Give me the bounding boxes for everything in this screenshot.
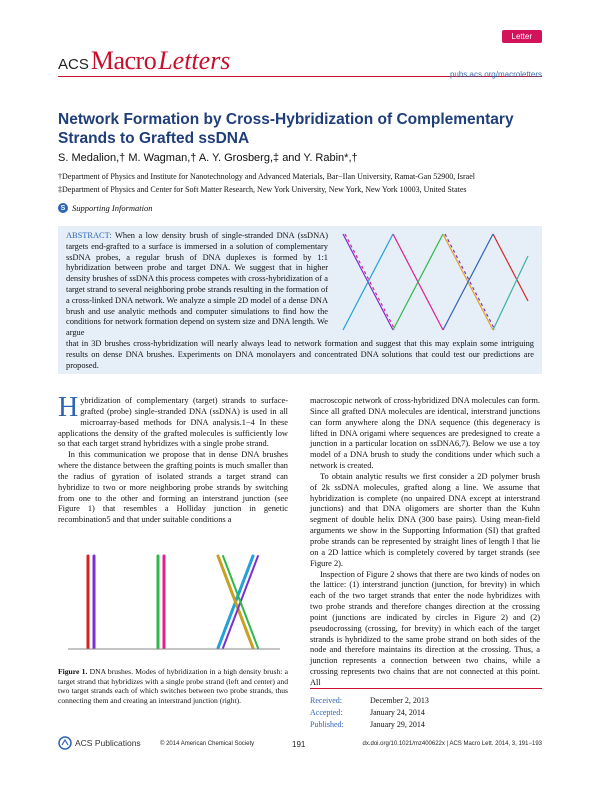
date-label: Received:	[310, 696, 342, 705]
date-row	[310, 695, 429, 707]
acs-publications-icon	[58, 736, 72, 750]
abstract-text-bottom: that in 3D brushes cross-hybridization will nearly always lead to network formation and suggest that this may explain some intriguing results on dense DNA brushes. Experiments on DNA monolayers and concentrated DNA solutions that could test our predictions are proposed.	[66, 339, 534, 370]
publication-dates	[310, 695, 429, 731]
abstract-body-top: When a low density brush of single-stranded DNA (ssDNA) targets end-grafted to a surface is immersed in a solution of complementary ssDNA probes, a regular brush of DNA duplexes is formed by 1:1 hybridization between probe and target DNA. We suggest that in higher density brushes of ssDNA this process competes with cross-hybridization of a target strand to several neighboring probe strands resulting in the formation of a cross-linked DNA network. We analyze a simple 2D model of a dense DNA brush and use analytic methods and computer simulations to find how the conditions for network formation depend on system size and DNA length. We argue	[66, 231, 328, 338]
supporting-info-icon: S	[58, 203, 68, 213]
graphic-strand	[445, 234, 495, 330]
article-type-badge: Letter	[502, 30, 542, 43]
copyright: © 2014 American Chemical Society	[160, 741, 255, 747]
body-left-column	[58, 392, 288, 526]
supporting-info-label: Supporting Information	[72, 203, 153, 213]
paragraph: Inspection of Figure 2 shows that there are two kinds of nodes on the lattice: (1) interstrand junction (junction, for brevity) in which each of the two target strands that enter the node hybridizes with two probe strands and therefore changes direction at the crossing point (junctions are indicated by circles in Figure 2) and (2) pseudocrossing (crossing, for brevity) in which each of the target strands is hybridized to the same probe strand on both sides of the node and therefore maintains its direction at the crossing. Thus, a junction represents a connection between two chains, while a crossing represents two chains that are not connected at this point. All	[310, 569, 540, 687]
publisher-name: ACS Publications	[75, 738, 141, 748]
drop-cap: H	[58, 392, 79, 423]
affiliation-1: †Department of Physics and Institute for Nanotechnology and Advanced Materials, Bar−Ilan University, Ramat-Gan 52900, Israel	[58, 172, 475, 181]
journal-logo[interactable]	[58, 46, 230, 76]
paragraph: In this communication we propose that in dense DNA brushes where the distance between the grafting points is much smaller than the radius of gyration of isolated strands a target strand can hybridize to two or more neighboring probe strands by switching from one to the other and forming an interstrand junction (see Figure 1) that resembles a Holliday junction in genetic recombination5 and that under suitable conditions a	[58, 450, 288, 525]
logo-acs: ACS	[58, 56, 89, 73]
paragraph-text: ybridization of complementary (target) strands to surface-grafted (probe) single-stranded DNA (ssDNA) is used in all microarray-based methods for DNA analysis.1−4 In these applications the density of the grafted molecules is sufficiently low so that each target strand hybridizes with a single probe strand.	[58, 396, 288, 449]
figure-1-label: Figure 1.	[58, 667, 88, 676]
logo-macro: Macro	[90, 46, 157, 75]
paragraph: To obtain analytic results we first consider a 2D polymer brush of 2k ssDNA molecules, grafted along a line. We assume that hybridization is complete (no unpaired DNA except at interstrand junctions) and that DNA oligomers are shorter than the Kuhn segment of double helix DNA (300 base pairs). Using mean-field arguments we show in the Supporting Information (SI) that grafted probe strands can be represented by straight lines of length l that lie on a 2D lattice which is completely covered by target strands (see Figure 2).	[310, 471, 540, 568]
date-row	[310, 707, 429, 719]
date-value: December 2, 2013	[370, 696, 429, 705]
page-footer	[58, 736, 542, 752]
journal-url-link[interactable]: pubs.acs.org/macroletters	[449, 70, 542, 79]
abstract-label: ABSTRACT:	[66, 231, 112, 240]
page-number: 191	[292, 740, 306, 749]
graphic-strand	[345, 234, 395, 330]
author-list: S. Medalion,† M. Wagman,† A. Y. Grosberg,‡ and Y. Rabin*,†	[58, 152, 358, 164]
body-right-column	[310, 396, 540, 689]
date-row	[310, 719, 429, 731]
affiliation-2: ‡Department of Physics and Center for Soft Matter Research, New York University, New York, New York 10003, United States	[58, 185, 467, 194]
date-label: Accepted:	[310, 708, 343, 717]
doi-citation[interactable]: dx.doi.org/10.1021/mz400622x | ACS Macro Lett. 2014, 3, 191−193	[362, 741, 542, 747]
supporting-information-link[interactable]	[58, 203, 153, 213]
paragraph: macroscopic network of cross-hybridized DNA molecules can form. Since all grafted DNA molecules are identical, interstrand junctions can form anywhere along the DNA sequence (this degeneracy is lifted in DNA origami where sequences are predesigned to create a junction in a particular location on ssDNA6,7). Below we use a toy model of a DNA brush to study the conditions under which such a network is created.	[310, 396, 540, 471]
figure-1-graphic	[58, 548, 288, 658]
date-value: January 29, 2014	[370, 720, 425, 729]
dates-divider	[310, 688, 542, 689]
logo-letters: Letters	[158, 46, 231, 75]
date-value: January 24, 2014	[370, 708, 425, 717]
article-title: Network Formation by Cross-Hybridization of Complementary Strands to Grafted ssDNA	[58, 111, 514, 147]
date-label: Published:	[310, 720, 344, 729]
abstract-graphic	[333, 226, 533, 338]
figure-1-caption-text: DNA brushes. Modes of hybridization in a high density brush: a target strand that hybridizes with a single probe strand (left and center) and two target strands each of which switches between two probe strands, thus connecting them and creating an interstrand junction (right).	[58, 667, 289, 705]
acs-publications-logo[interactable]	[58, 736, 141, 750]
abstract-text-top	[66, 231, 328, 339]
paragraph	[58, 392, 288, 450]
figure-1-caption	[58, 667, 288, 705]
